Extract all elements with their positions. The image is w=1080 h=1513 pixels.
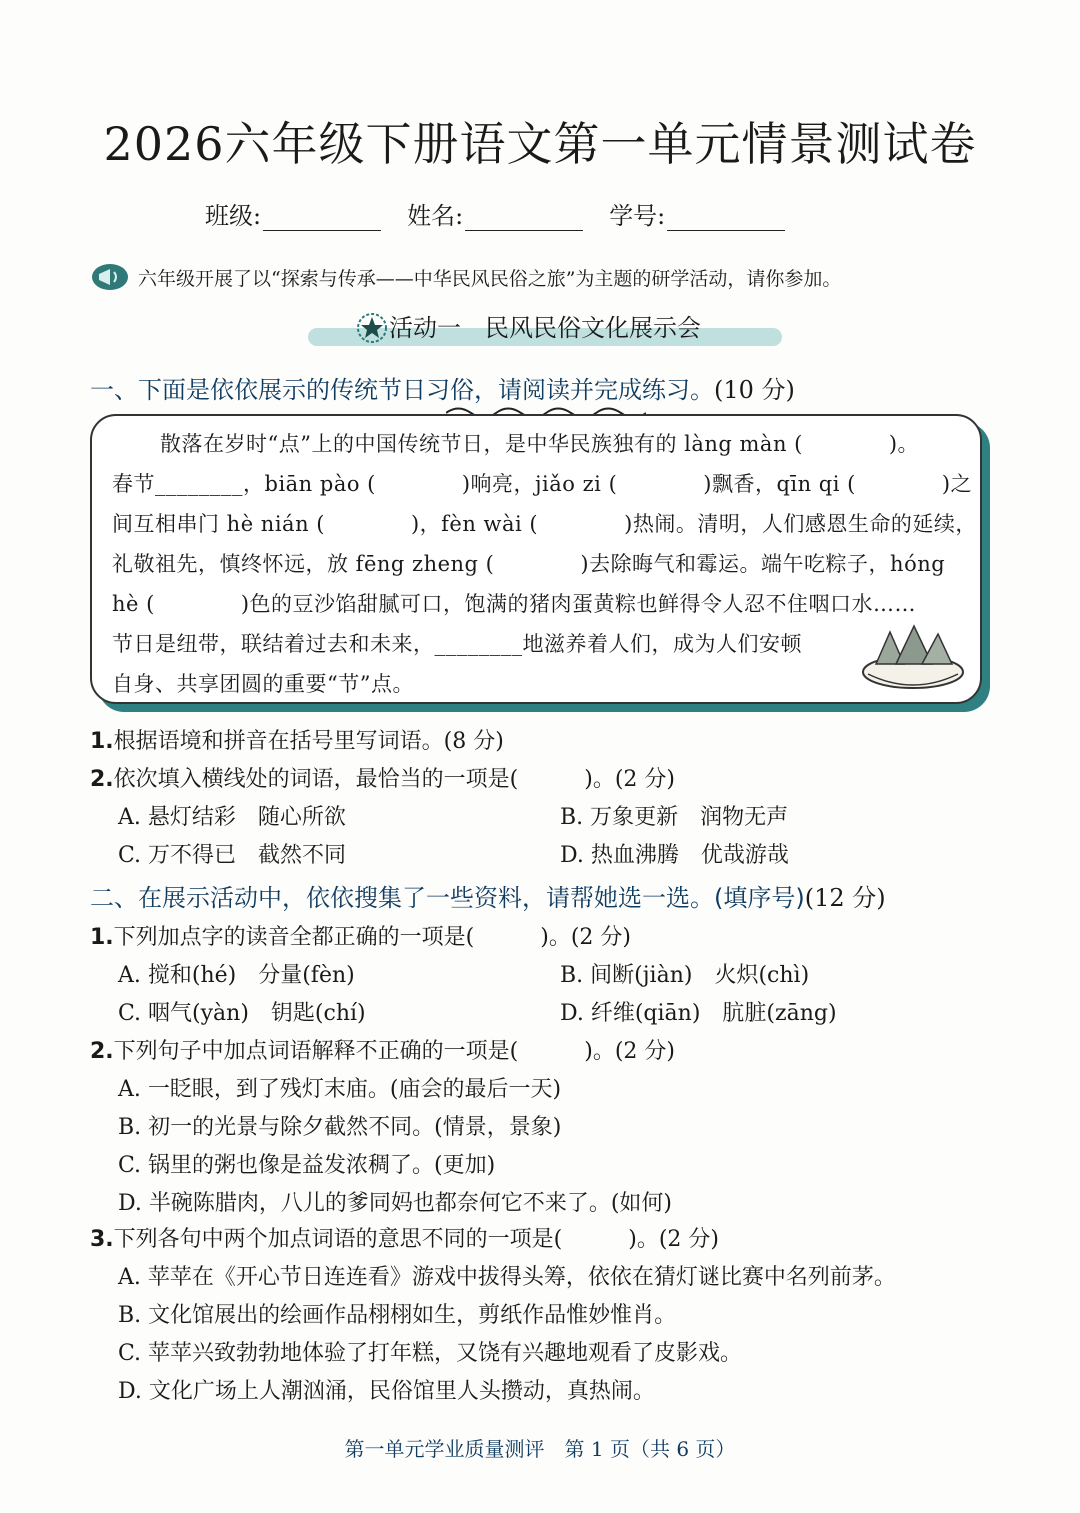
option-c[interactable]: C. 苹苹兴致勃勃地体验了打年糕，又饶有兴趣地观看了皮影戏。 [118, 1341, 743, 1366]
option-a[interactable]: A. 一眨眼，到了残灯末庙。(庙会的最后一天) [118, 1077, 562, 1102]
reading-passage-box [90, 414, 982, 704]
zongzi-basket-illustration [858, 614, 968, 694]
question-text: 下列句子中加点词语解释不正确的一项是( )。(2 分) [113, 1039, 675, 1064]
question-text: 下列各句中两个加点词语的意思不同的一项是( )。(2 分) [113, 1227, 719, 1252]
s2-question-3 [90, 1222, 719, 1253]
option-d[interactable]: D. 纤维(qiān) 肮脏(zāng) [560, 1001, 837, 1026]
question-text: 下列加点字的读音全都正确的一项是( )。(2 分) [113, 925, 631, 950]
name-blank[interactable] [465, 204, 583, 231]
option-c[interactable]: C. 咽气(yàn) 钥匙(chí) [118, 1001, 366, 1026]
question-text: 依次填入横线处的词语，最恰当的一项是( )。(2 分) [113, 767, 675, 792]
student-id-blank[interactable] [667, 204, 785, 231]
option-d[interactable]: D. 半碗陈腊肉，八儿的爹同妈也都奈何它不来了。(如何) [118, 1191, 673, 1216]
student-info-fields [205, 196, 785, 231]
option-a[interactable]: A. 苹苹在《开心节日连连看》游戏中拔得头筹，依依在猜灯谜比赛中名列前茅。 [118, 1265, 896, 1290]
option-a[interactable]: A. 搅和(hé) 分量(fèn) [118, 963, 355, 988]
option-d[interactable]: D. 文化广场上人潮汹涌，民俗馆里人头攒动，真热闹。 [118, 1379, 655, 1404]
option-b[interactable]: B. 万象更新 润物无声 [560, 805, 789, 830]
passage-line: hè ( )色的豆沙馅甜腻可口，饱满的猪肉蛋黄粽也鲜得令人忍不住咽口水…… [112, 592, 917, 616]
passage-line: 间互相串门 hè nián ( )，fèn wài ( )热闹。清明，人们感恩生命的延续， [112, 512, 977, 536]
class-blank[interactable] [263, 204, 381, 231]
page-footer: 第一单元学业质量测评 第 1 页（共 6 页） [344, 1437, 736, 1461]
s2-question-1 [90, 920, 631, 951]
activity-title: 活动一 民风民俗文化展示会 [389, 314, 701, 342]
page-title: 2026六年级下册语文第一单元情景测试卷 [103, 117, 977, 171]
option-c[interactable]: C. 万不得已 截然不同 [118, 843, 347, 868]
megaphone-icon [90, 262, 130, 292]
section1-heading [90, 370, 795, 405]
passage-line: 自身、共享团圆的重要“节”点。 [112, 672, 414, 696]
student-id-field[interactable] [609, 196, 785, 231]
intro-text: 六年级开展了以“探索与传承——中华民风民俗之旅”为主题的研学活动，请你参加。 [138, 267, 842, 290]
section2-heading [90, 878, 886, 913]
section2-title: 二、在展示活动中，依依搜集了一些资料，请帮她选一选。(填序号) [90, 884, 805, 912]
section1-title: 一、下面是依依展示的传统节日习俗，请阅读并完成练习。 [90, 376, 714, 404]
option-d[interactable]: D. 热血沸腾 优哉游哉 [560, 843, 789, 868]
intro-line [90, 262, 841, 292]
s1-question-1 [90, 724, 504, 755]
section2-points: (12 分) [804, 884, 886, 912]
question-number: 2. [90, 767, 114, 792]
passage-line: 节日是纽带，联结着过去和未来，________地滋养着人们，成为人们安顿 [112, 632, 802, 656]
student-id-label: 学号: [609, 202, 666, 230]
option-c[interactable]: C. 锅里的粥也像是益发浓稠了。(更加) [118, 1153, 496, 1178]
option-b[interactable]: B. 文化馆展出的绘画作品栩栩如生，剪纸作品惟妙惟肖。 [118, 1303, 677, 1328]
passage-line: 散落在岁时“点”上的中国传统节日，是中华民族独有的 làng màn ( )。 [160, 432, 920, 456]
section1-points: (10 分) [714, 376, 795, 404]
option-b[interactable]: B. 初一的光景与除夕截然不同。(情景，景象) [118, 1115, 562, 1140]
class-label: 班级: [205, 202, 262, 230]
s1-question-2 [90, 762, 675, 793]
activity-banner [308, 306, 782, 348]
question-number: 3. [90, 1227, 114, 1252]
s2-question-2 [90, 1034, 675, 1065]
option-b[interactable]: B. 间断(jiàn) 火炽(chì) [560, 963, 810, 988]
question-number: 1. [90, 925, 114, 950]
name-field[interactable] [407, 196, 583, 231]
passage-line: 春节________，biān pào ( )响亮，jiǎo zi ( )飘香，qīn qi ( )之 [112, 472, 973, 496]
question-text: 根据语境和拼音在括号里写词语。(8 分) [113, 729, 504, 754]
question-number: 1. [90, 729, 114, 754]
passage-line: 礼敬祖先，慎终怀远，放 fēng zheng ( )去除晦气和霉运。端午吃粽子，hóng [112, 552, 946, 576]
question-number: 2. [90, 1039, 114, 1064]
name-label: 姓名: [407, 202, 464, 230]
option-a[interactable]: A. 悬灯结彩 随心所欲 [118, 805, 346, 830]
class-field[interactable] [205, 196, 381, 231]
